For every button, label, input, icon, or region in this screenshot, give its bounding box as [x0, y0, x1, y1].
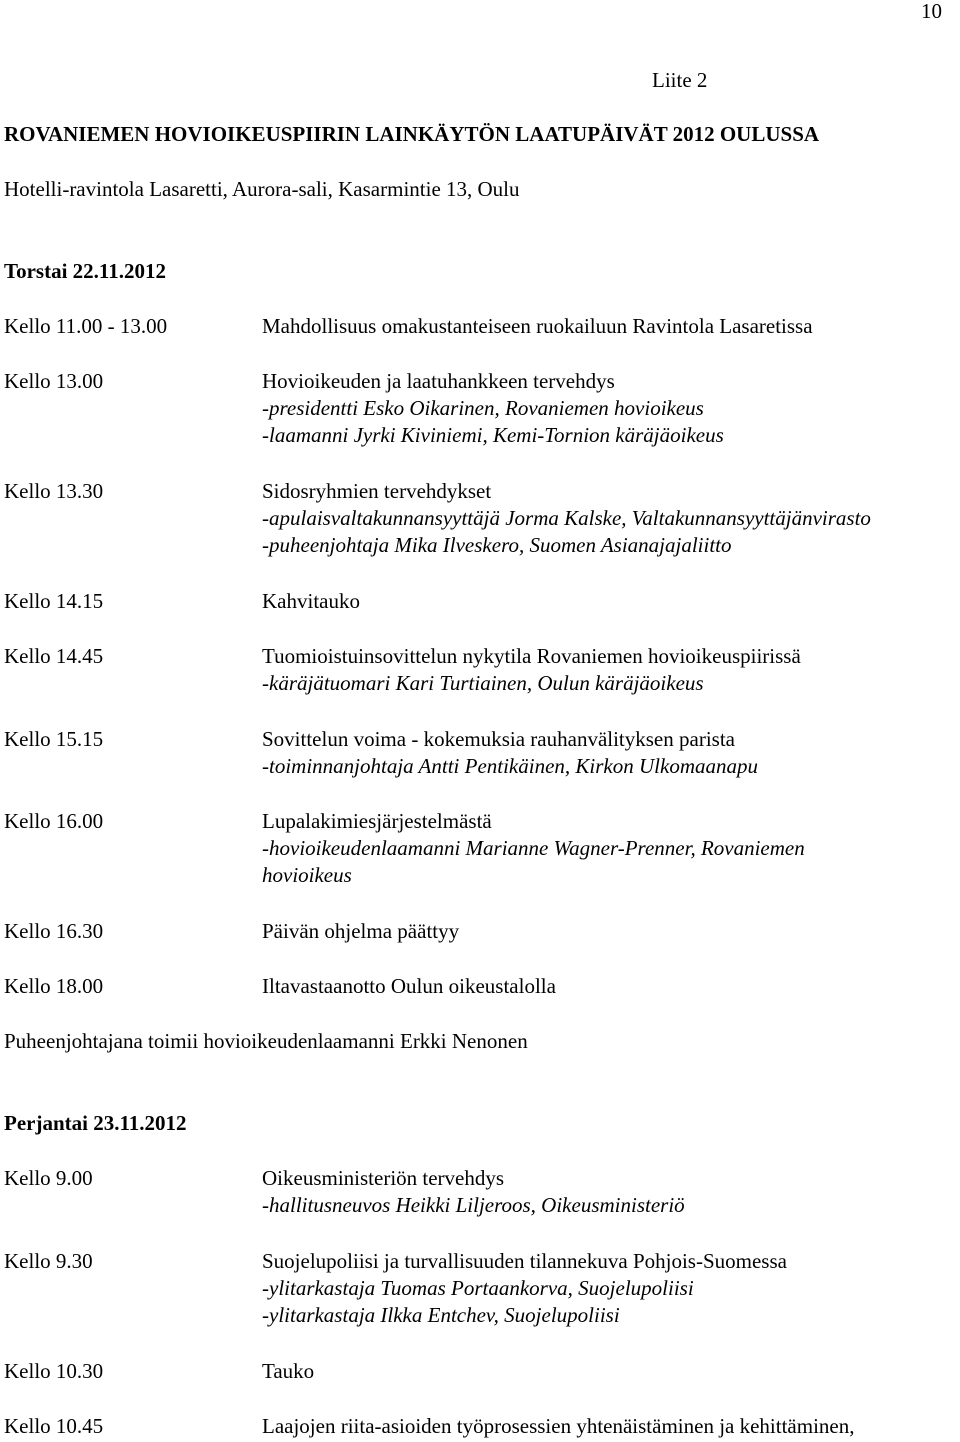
- schedule-entry: [262, 1248, 956, 1329]
- schedule-title: Iltavastaanotto Oulun oikeustalolla: [262, 974, 556, 998]
- schedule-title: Oikeusministeriön tervehdys: [262, 1166, 505, 1190]
- schedule-time: Kello 16.30: [4, 919, 104, 943]
- appendix-label: Liite 2: [652, 68, 708, 92]
- schedule-entry: [262, 1165, 956, 1219]
- schedule-time: Kello 11.00 - 13.00: [4, 314, 168, 338]
- document-title: ROVANIEMEN HOVIOIKEUSPIIRIN LAINKÄYTÖN LAATUPÄIVÄT 2012 OULUSSA: [4, 122, 820, 146]
- chair-note: Puheenjohtajana toimii hovioikeudenlaamanni Erkki Nenonen: [4, 1029, 528, 1053]
- schedule-time: Kello 15.15: [4, 727, 104, 751]
- schedule-title: Lupalakimiesjärjestelmästä: [262, 809, 492, 833]
- schedule-time: Kello 13.30: [4, 479, 104, 503]
- speaker: -laamanni Jyrki Kiviniemi, Kemi-Tornion käräjäoikeus: [262, 423, 724, 447]
- schedule-entry: [262, 808, 956, 889]
- speaker: hovioikeus: [262, 863, 352, 887]
- schedule-title: Laajojen riita-asioiden työprosessien yhtenäistäminen ja kehittäminen,: [262, 1414, 855, 1438]
- schedule-entry: [262, 973, 956, 1000]
- schedule-entry: [262, 368, 956, 449]
- schedule-title: Mahdollisuus omakustanteiseen ruokailuun Ravintola Lasaretissa: [262, 314, 813, 338]
- schedule-entry: [262, 643, 956, 697]
- schedule-entry: [262, 918, 956, 945]
- schedule-title: Suojelupoliisi ja turvallisuuden tilannekuva Pohjois-Suomessa: [262, 1249, 787, 1273]
- schedule-entry: [262, 726, 956, 780]
- schedule-entry: [262, 478, 956, 559]
- page-number: 10: [921, 0, 942, 23]
- schedule-title: Kahvitauko: [262, 589, 360, 613]
- schedule-time: Kello 13.00: [4, 369, 104, 393]
- schedule-time: Kello 10.30: [4, 1359, 104, 1383]
- speaker: -presidentti Esko Oikarinen, Rovaniemen hovioikeus: [262, 396, 704, 420]
- day-heading-friday: Perjantai 23.11.2012: [4, 1111, 187, 1135]
- schedule-entry: [262, 1413, 956, 1440]
- schedule-time: Kello 9.00: [4, 1166, 93, 1190]
- schedule-title: Sidosryhmien tervehdykset: [262, 479, 492, 503]
- speaker: -apulaisvaltakunnansyyttäjä Jorma Kalske, Valtakunnansyyttäjänvirasto: [262, 506, 871, 530]
- schedule-time: Kello 16.00: [4, 809, 104, 833]
- speaker: -hallitusneuvos Heikki Liljeroos, Oikeusministeriö: [262, 1193, 685, 1217]
- speaker: -puheenjohtaja Mika Ilveskero, Suomen Asianajajaliitto: [262, 533, 732, 557]
- schedule-entry: [262, 588, 956, 615]
- schedule-title: Sovittelun voima - kokemuksia rauhanvälityksen parista: [262, 727, 735, 751]
- speaker: -ylitarkastaja Tuomas Portaankorva, Suojelupoliisi: [262, 1276, 694, 1300]
- speaker: -toiminnanjohtaja Antti Pentikäinen, Kirkon Ulkomaanapu: [262, 754, 758, 778]
- schedule-title: Päivän ohjelma päättyy: [262, 919, 460, 943]
- schedule-title: Tauko: [262, 1359, 315, 1383]
- schedule-time: Kello 14.15: [4, 589, 104, 613]
- venue: Hotelli-ravintola Lasaretti, Aurora-sali, Kasarmintie 13, Oulu: [4, 177, 520, 201]
- schedule-title: Tuomioistuinsovittelun nykytila Rovaniemen hovioikeuspiirissä: [262, 644, 801, 668]
- day-heading-thursday: Torstai 22.11.2012: [4, 259, 166, 283]
- schedule-title: Hovioikeuden ja laatuhankkeen tervehdys: [262, 369, 615, 393]
- schedule-time: Kello 14.45: [4, 644, 104, 668]
- schedule-entry: [262, 313, 956, 340]
- schedule-time: Kello 10.45: [4, 1414, 104, 1438]
- speaker: -hovioikeudenlaamanni Marianne Wagner-Prenner, Rovaniemen: [262, 836, 805, 860]
- speaker: -ylitarkastaja Ilkka Entchev, Suojelupoliisi: [262, 1303, 620, 1327]
- schedule-time: Kello 18.00: [4, 974, 104, 998]
- speaker: -käräjätuomari Kari Turtiainen, Oulun käräjäoikeus: [262, 671, 704, 695]
- schedule-entry: [262, 1358, 956, 1385]
- schedule-time: Kello 9.30: [4, 1249, 93, 1273]
